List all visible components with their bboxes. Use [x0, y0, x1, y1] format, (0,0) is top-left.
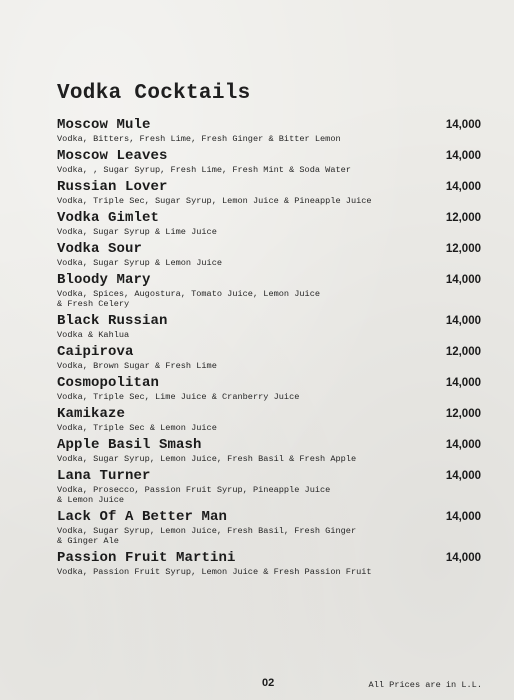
item-price: 14,000 — [445, 377, 481, 389]
item-name: Black Russian — [57, 313, 168, 329]
item-price: 12,000 — [445, 243, 481, 255]
item-description: Vodka, Sugar Syrup & Lemon Juice — [57, 258, 223, 268]
item-price: 14,000 — [445, 150, 481, 162]
item-name: Cosmopolitan — [57, 375, 160, 391]
item-name: Passion Fruit Martini — [57, 550, 236, 566]
item-price: 14,000 — [445, 274, 481, 286]
item-price: 14,000 — [445, 552, 481, 564]
item-description: Vodka, Triple Sec, Sugar Syrup, Lemon Juice & Pineapple Juice — [57, 196, 372, 206]
item-price: 14,000 — [445, 511, 481, 523]
menu-item — [57, 375, 481, 402]
currency-note: All Prices are in L.L. — [368, 680, 482, 690]
menu-list — [57, 117, 481, 581]
menu-item — [57, 468, 481, 505]
section-title: Vodka Cocktails — [57, 82, 251, 105]
item-name: Moscow Mule — [57, 117, 151, 133]
menu-item — [57, 179, 481, 206]
item-description: Vodka, Sugar Syrup & Lime Juice — [57, 227, 217, 237]
menu-item — [57, 344, 481, 371]
item-price: 14,000 — [445, 470, 481, 482]
menu-item — [57, 437, 481, 464]
item-name: Lana Turner — [57, 468, 151, 484]
item-description: Vodka, Sugar Syrup, Lemon Juice, Fresh Basil & Fresh Apple — [57, 454, 357, 464]
page-number: 02 — [262, 677, 275, 689]
menu-item — [57, 148, 481, 175]
item-name: Russian Lover — [57, 179, 168, 195]
item-price: 14,000 — [445, 315, 481, 327]
menu-item — [57, 313, 481, 340]
item-name: Vodka Gimlet — [57, 210, 160, 226]
item-price: 14,000 — [445, 439, 481, 451]
item-price: 12,000 — [445, 408, 481, 420]
item-description: Vodka, Spices, Augostura, Tomato Juice, Lemon Juice & Fresh Celery — [57, 289, 321, 309]
item-price: 14,000 — [445, 181, 481, 193]
item-price: 14,000 — [445, 119, 481, 131]
item-description: Vodka, Passion Fruit Syrup, Lemon Juice & Fresh Passion Fruit — [57, 567, 372, 577]
item-description: Vodka, Triple Sec, Lime Juice & Cranberry Juice — [57, 392, 300, 402]
item-name: Lack Of A Better Man — [57, 509, 228, 525]
item-name: Moscow Leaves — [57, 148, 168, 164]
menu-item — [57, 241, 481, 268]
menu-item — [57, 406, 481, 433]
item-name: Caipirova — [57, 344, 134, 360]
item-description: Vodka, Bitters, Fresh Lime, Fresh Ginger & Bitter Lemon — [57, 134, 341, 144]
item-price: 12,000 — [445, 212, 481, 224]
item-description: Vodka & Kahlua — [57, 330, 130, 340]
menu-item — [57, 550, 481, 577]
item-name: Apple Basil Smash — [57, 437, 202, 453]
item-description: Vodka, Triple Sec & Lemon Juice — [57, 423, 217, 433]
item-price: 12,000 — [445, 346, 481, 358]
item-name: Kamikaze — [57, 406, 126, 422]
item-description: Vodka, Brown Sugar & Fresh Lime — [57, 361, 217, 371]
item-description: Vodka, Prosecco, Passion Fruit Syrup, Pineapple Juice & Lemon Juice — [57, 485, 331, 505]
item-name: Vodka Sour — [57, 241, 143, 257]
menu-item — [57, 509, 481, 546]
item-description: Vodka, Sugar Syrup, Lemon Juice, Fresh Basil, Fresh Ginger & Ginger Ale — [57, 526, 357, 546]
item-description: Vodka, , Sugar Syrup, Fresh Lime, Fresh Mint & Soda Water — [57, 165, 351, 175]
menu-item — [57, 210, 481, 237]
item-name: Bloody Mary — [57, 272, 151, 288]
menu-item — [57, 117, 481, 144]
menu-item — [57, 272, 481, 309]
